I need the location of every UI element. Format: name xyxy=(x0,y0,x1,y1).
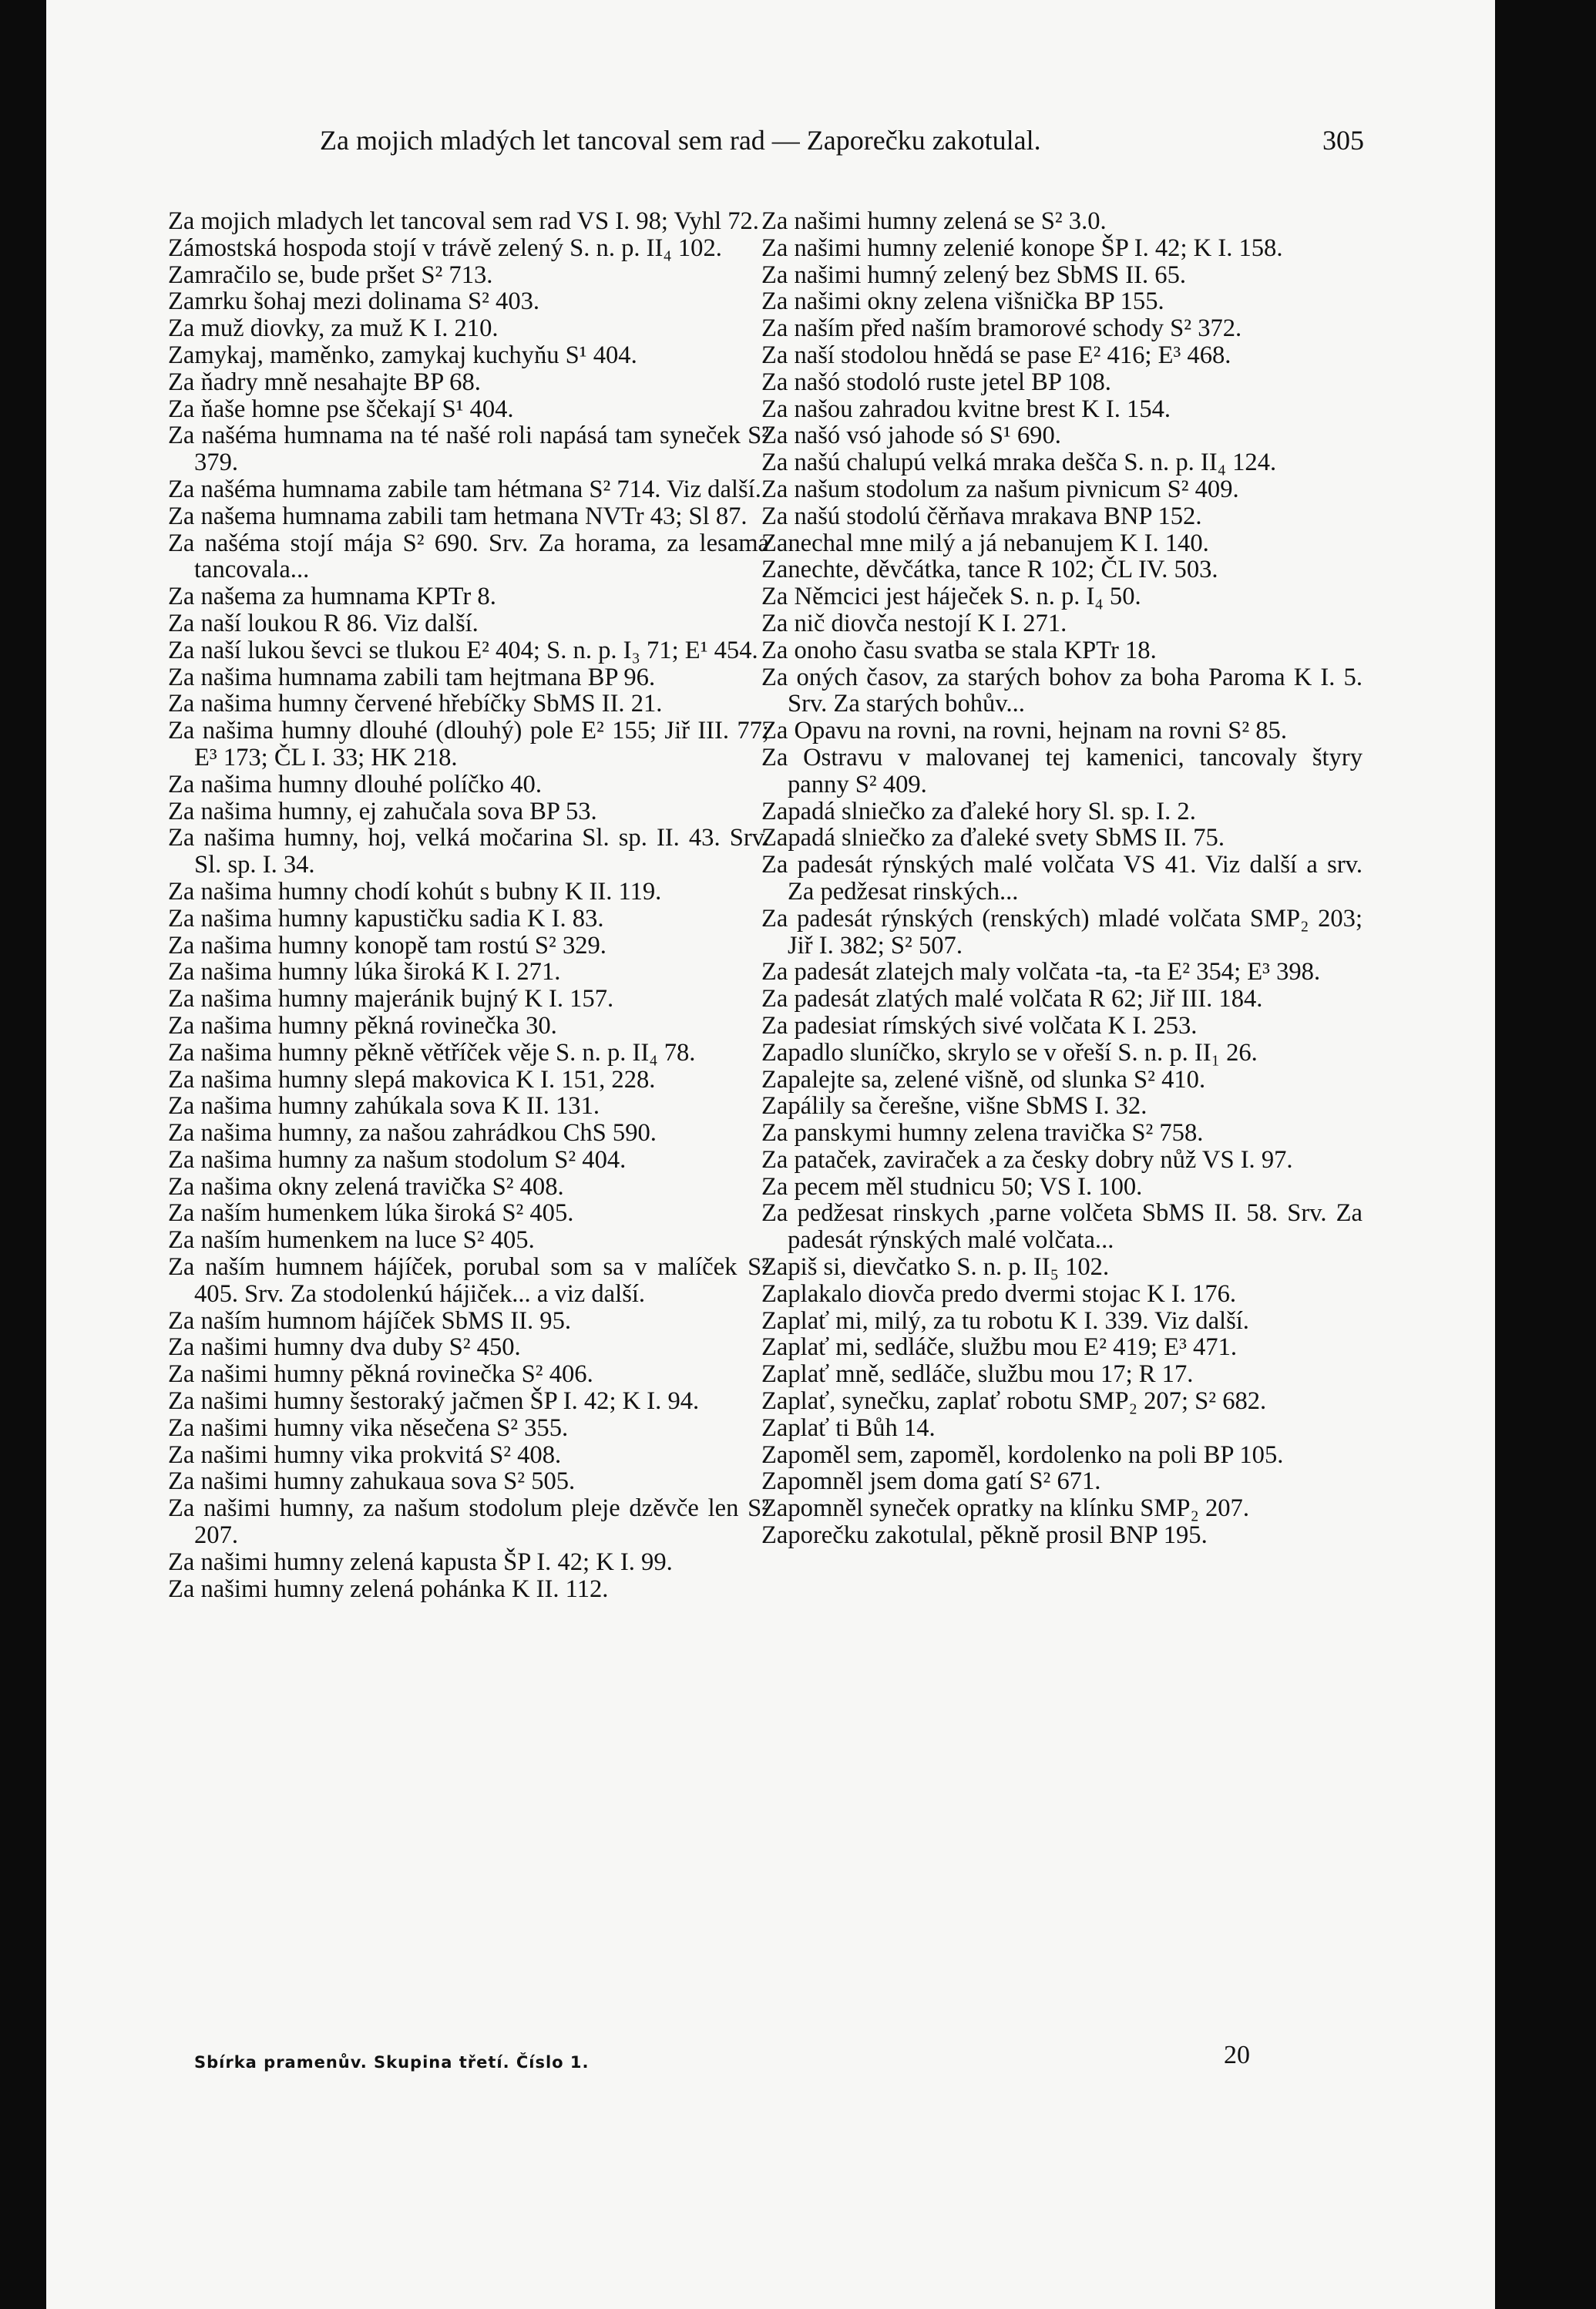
index-entry: Zanechte, děvčátka, tance R 102; ČL IV. 503. xyxy=(761,556,1218,584)
index-entry: Zapiš si, dievčatko S. n. p. II₅ 102. xyxy=(761,1253,1110,1282)
index-entry: Za našima humny lúka široká K I. 271. xyxy=(168,958,561,986)
right-column xyxy=(761,208,1362,1549)
index-entry: Zamykaj, maměnko, zamykaj kuchyňu S¹ 404. xyxy=(168,341,637,369)
index-entry: Za našó stodoló ruste jetel BP 108. xyxy=(761,368,1111,396)
index-entry: Za našimi humny šestoraký jačmen ŠP I. 42; K I. 94. xyxy=(168,1387,700,1416)
index-entry: Za našú stodolú čěrňava mrakava BNP 152. xyxy=(761,502,1202,530)
index-entry: Za našó vsó jahode só S¹ 690. xyxy=(761,422,1061,450)
index-entry: Za našimi humny vika něsečena S² 355. xyxy=(168,1413,569,1442)
index-entry: Za našimi humny dva duby S² 450. xyxy=(168,1333,521,1362)
index-entry: Za Opavu na rovni, na rovni, hejnam na rovni S² 85. xyxy=(761,717,1287,745)
signature-mark: 20 xyxy=(1224,2041,1250,2069)
index-entry: Za oných časov, za starých bohov za boha Paroma K I. 5. Srv. Za starých bohův... xyxy=(761,663,1362,718)
index-entry: Za našima humny za našum stodolum S² 404. xyxy=(168,1145,627,1174)
index-entry: Zapalejte sa, zelené višně, od slunka S² 410. xyxy=(761,1065,1206,1094)
index-entry: Zaplať mi, sedláče, službu mou E² 419; E³ 471. xyxy=(761,1333,1238,1362)
index-entry: Za našima humny zahúkala sova K II. 131. xyxy=(168,1092,600,1121)
index-entry: Zaplať mi, milý, za tu robotu K I. 339. Viz další. xyxy=(761,1306,1249,1335)
index-entry: Za našimi humny, za našum stodolum pleje dzěvče len S² 207. xyxy=(168,1494,769,1550)
index-entry: Za našéma humnama zabile tam hétmana S² 714. Viz další. xyxy=(168,475,761,503)
index-entry: Za Němcici jest háječek S. n. p. I₄ 50. xyxy=(761,583,1141,611)
index-entry: Za našima humny dlouhé políčko 40. xyxy=(168,770,542,798)
index-entry: Zapálily sa čerešne, višne SbMS I. 32. xyxy=(761,1092,1147,1121)
index-entry: Za naším humnom hájíček SbMS II. 95. xyxy=(168,1306,571,1335)
index-entry: Za padesát zlatých malé volčata R 62; Jiř III. 184. xyxy=(761,985,1263,1013)
index-entry: Zaplať ti Bůh 14. xyxy=(761,1413,936,1442)
index-entry: Za našimi humny zelenié konope ŠP I. 42; K I. 158. xyxy=(761,234,1283,262)
index-entry: Za padesiat rímských sivé volčata K I. 253. xyxy=(761,1011,1198,1040)
index-entry: Za našimi humny pěkná rovinečka S² 406. xyxy=(168,1360,593,1389)
index-entry: Za našima humny, za našou zahrádkou ChS 590. xyxy=(168,1119,657,1148)
book-page xyxy=(46,0,1495,2309)
index-entry: Zapoměl sem, zapoměl, kordolenko na poli BP 105. xyxy=(761,1440,1284,1469)
index-entry: Za našéma stojí mája S² 690. Srv. Za horama, za lesama tancovala... xyxy=(168,529,769,584)
index-entry: Za panskymi humny zelena travička S² 758. xyxy=(761,1119,1204,1148)
index-entry: Za našima humny konopě tam rostú S² 329. xyxy=(168,931,606,960)
index-entry: Za našimi humny zelená se S² 3.0. xyxy=(761,207,1107,235)
index-entry: Za našéma humnama na té našé roli napásá tam syneček S² 379. xyxy=(168,422,769,477)
index-entry: Za naším humnem hájíček, porubal som sa v malíček S² 405. Srv. Za stodolenkú hájiček... a viz další. xyxy=(168,1253,769,1308)
index-entry: Za mojich mladych let tancoval sem rad VS I. 98; Vyhl 72. xyxy=(168,207,759,235)
index-entry: Za našema humnama zabili tam hetmana NVTr 43; Sl 87. xyxy=(168,502,748,530)
index-entry: Za pataček, zaviraček a za česky dobry nůž VS I. 97. xyxy=(761,1145,1293,1174)
index-entry: Za naším humenkem lúka široká S² 405. xyxy=(168,1199,574,1228)
index-entry: Zamračilo se, bude pršet S² 713. xyxy=(168,260,493,289)
index-entry: Za našima humny pěkná rovinečka 30. xyxy=(168,1011,557,1040)
index-entry: Za Ostravu v malovanej tej kamenici, tancovaly štyry panny S² 409. xyxy=(761,743,1362,798)
index-entry: Za našima humny dlouhé (dlouhý) pole E² 155; Jiř III. 77; E³ 173; ČL I. 33; HK 218. xyxy=(168,717,769,771)
footer-series-note: Sbírka pramenův. Skupina třetí. Číslo 1. xyxy=(194,2053,590,2072)
index-entry: Za našú chalupú velká mraka dešča S. n. p. II₄ 124. xyxy=(761,449,1277,477)
index-entry: Za našimi humný zelený bez SbMS II. 65. xyxy=(761,260,1187,289)
index-entry: Za naší stodolou hnědá se pase E² 416; E³ 468. xyxy=(761,341,1231,369)
index-entry: Za naší lukou ševci se tlukou E² 404; S. n. p. I₃ 71; E¹ 454. xyxy=(168,636,758,664)
index-entry: Za našima humny chodí kohút s bubny K II. 119. xyxy=(168,877,662,906)
index-entry: Za naší loukou R 86. Viz další. xyxy=(168,609,479,637)
index-entry: Za pecem měl studnicu 50; VS I. 100. xyxy=(761,1172,1143,1201)
index-entry: Za naším humenkem na luce S² 405. xyxy=(168,1226,535,1255)
index-entry: Za našimi humny zelená pohánka K II. 112. xyxy=(168,1575,609,1603)
index-entry: Za našimi humny zahukaua sova S² 505. xyxy=(168,1467,576,1496)
index-entry: Za padesát rýnských (renských) mladé volčata SMP₂ 203; Jiř I. 382; S² 507. xyxy=(761,904,1362,960)
running-title: Za mojich mladých let tancoval sem rad — Zaporečku zakotulal. xyxy=(320,125,1041,156)
index-entry: Za našima humny kapustičku sadia K I. 83. xyxy=(168,904,604,933)
index-entry: Za našima humny slepá makovica K I. 151, 228. xyxy=(168,1065,656,1094)
index-entry: Zaplakalo diovča predo dvermi stojac K I. 176. xyxy=(761,1279,1237,1308)
index-entry: Za našimi humny zelená kapusta ŠP I. 42; K I. 99. xyxy=(168,1548,673,1576)
index-entry: Za ňadry mně nesahajte BP 68. xyxy=(168,368,481,396)
index-entry: Zaplať, synečku, zaplať robotu SMP₂ 207; S² 682. xyxy=(761,1387,1267,1416)
index-entry: Za nič diovča nestojí K I. 271. xyxy=(761,609,1067,637)
index-entry: Za našima okny zelená travička S² 408. xyxy=(168,1172,564,1201)
index-entry: Za našema za humnama KPTr 8. xyxy=(168,583,496,611)
index-entry: Za padesát zlatejch maly volčata -ta, -ta E² 354; E³ 398. xyxy=(761,958,1321,986)
index-entry: Zanechal mne milý a já nebanujem K I. 140. xyxy=(761,529,1209,557)
index-entry: Za našima humny červené hřebíčky SbMS II. 21. xyxy=(168,690,663,718)
index-entry: Za našima humny, hoj, velká močarina Sl. sp. II. 43. Srv. Sl. sp. I. 34. xyxy=(168,824,769,879)
index-entry: Za naším před naším bramorové schody S² 372. xyxy=(761,314,1242,343)
index-entry: Za našima humny, ej zahučala sova BP 53. xyxy=(168,797,597,825)
index-entry: Za onoho času svatba se stala KPTr 18. xyxy=(761,636,1157,664)
index-entry: Za pedžesat rinskych ,parne volčeta SbMS II. 58. Srv. Za padesát rýnských malé volčata... xyxy=(761,1199,1362,1255)
index-entry: Za našima humny majeránik bujný K I. 157. xyxy=(168,985,614,1013)
index-entry: Za našima humnama zabili tam hejtmana BP 96. xyxy=(168,663,656,691)
page-number: 305 xyxy=(1322,125,1364,156)
index-entry: Za ňaše homne pse ščekají S¹ 404. xyxy=(168,395,514,423)
index-entry: Za našimi humny vika prokvitá S² 408. xyxy=(168,1440,562,1469)
index-entry: Zámostská hospoda stojí v trávě zelený S. n. p. II₄ 102. xyxy=(168,234,722,262)
index-entry: Zapadlo sluníčko, skrylo se v ořeší S. n. p. II₁ 26. xyxy=(761,1038,1258,1067)
index-entry: Za muž diovky, za muž K I. 210. xyxy=(168,314,499,343)
index-entry: Za našum stodolum za našum pivnicum S² 409. xyxy=(761,475,1239,503)
left-column xyxy=(168,208,769,1602)
index-entry: Za našima humny pěkně větříček věje S. n. p. II₄ 78. xyxy=(168,1038,696,1067)
index-entry: Zapadá slniečko za ďaleké hory Sl. sp. I. 2. xyxy=(761,797,1196,825)
index-entry: Zaporečku zakotulal, pěkně prosil BNP 195. xyxy=(761,1521,1208,1550)
index-entry: Zapomněl jsem doma gatí S² 671. xyxy=(761,1467,1101,1496)
index-entry: Za padesát rýnských malé volčata VS 41. Viz další a srv. Za pedžesat rinských... xyxy=(761,851,1362,906)
index-entry: Za našimi okny zelena višnička BP 155. xyxy=(761,287,1164,316)
index-entry: Zapadá slniečko za ďaleké svety SbMS II. 75. xyxy=(761,824,1225,852)
index-entry: Zapomněl syneček opratky na klínku SMP₂ 207. xyxy=(761,1494,1249,1523)
index-entry: Zamrku šohaj mezi dolinama S² 403. xyxy=(168,287,540,316)
index-entry: Zaplať mně, sedláče, službu mou 17; R 17. xyxy=(761,1360,1194,1389)
index-entry: Za našou zahradou kvitne brest K I. 154. xyxy=(761,395,1171,423)
